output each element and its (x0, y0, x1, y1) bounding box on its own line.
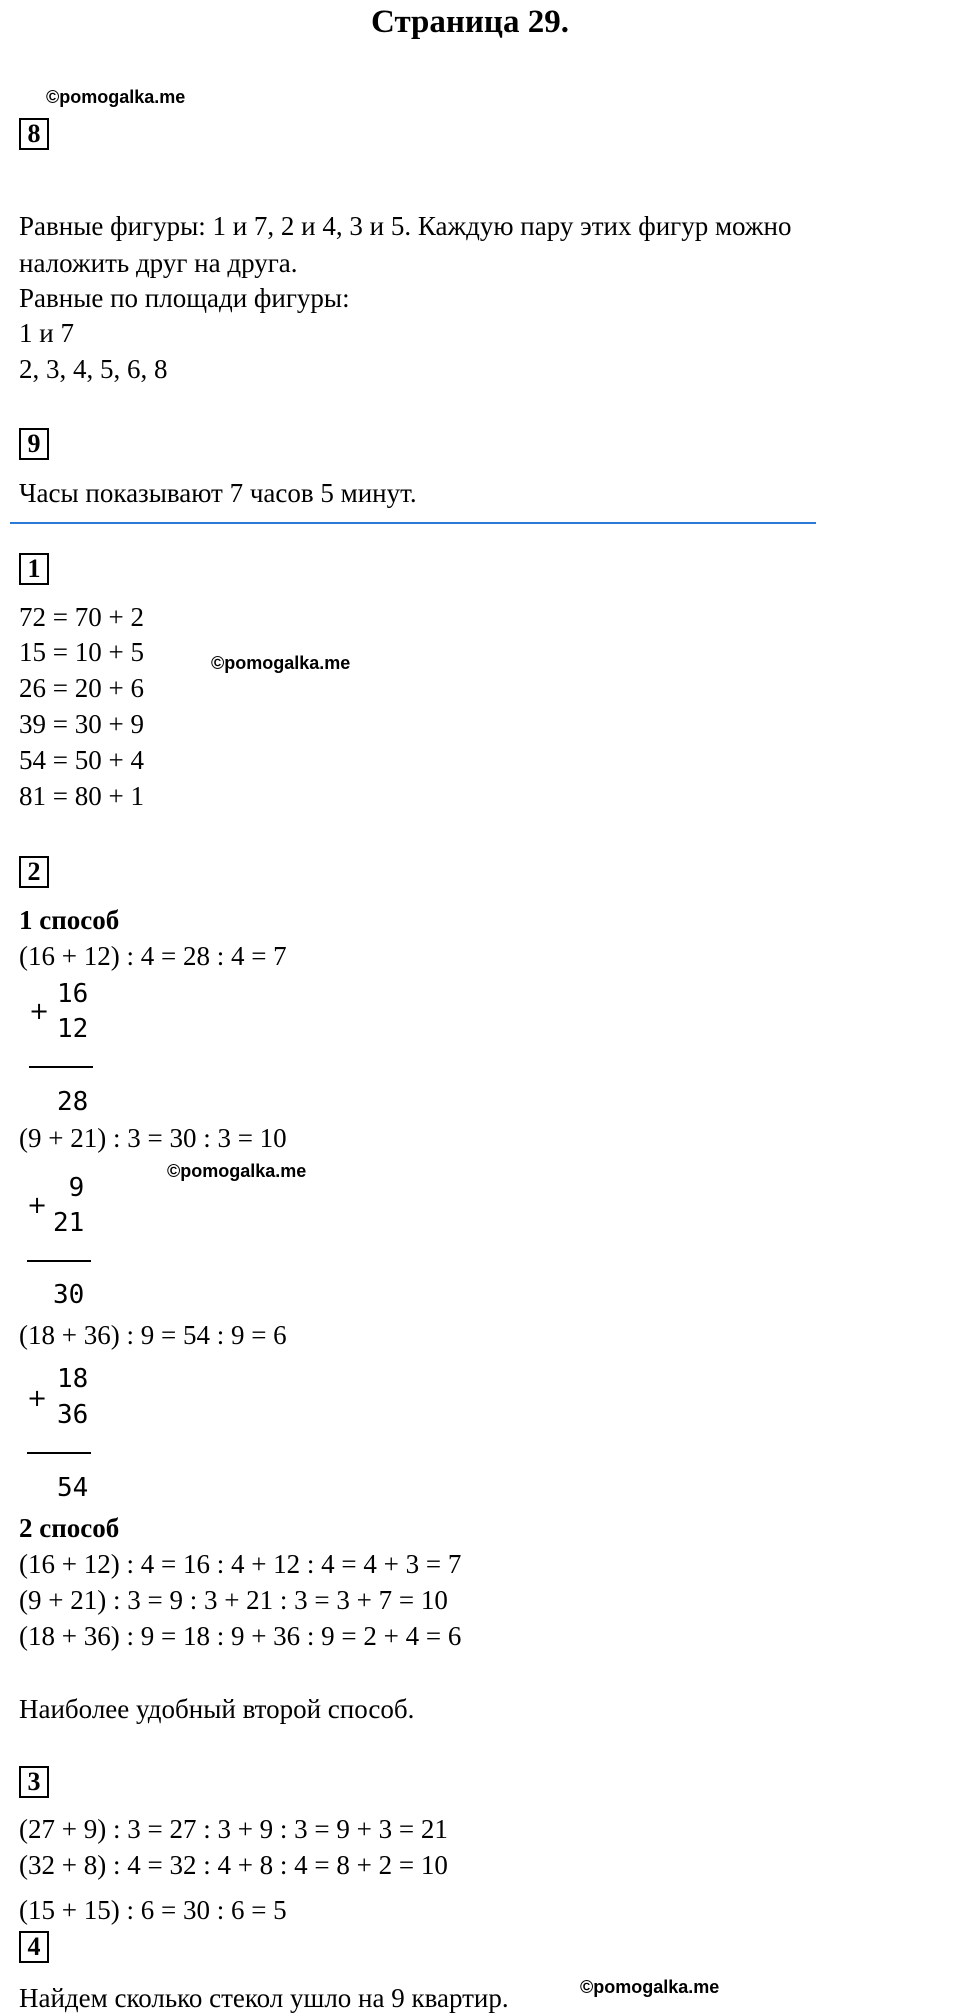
task-2-method-2-line: (16 + 12) : 4 = 16 : 4 + 12 : 4 = 4 + 3 = 7 (19, 1549, 462, 1579)
task-8-line: наложить друг на друга. (19, 248, 298, 278)
plus-sign: + (27, 1384, 48, 1412)
watermark: ©pomogalka.me (167, 1161, 307, 1181)
task-4-number: 4 (19, 1931, 49, 1963)
sum-line (27, 1260, 91, 1262)
watermark: ©pomogalka.me (211, 653, 351, 673)
task-9-number: 9 (19, 428, 49, 460)
task-3-line: (32 + 8) : 4 = 32 : 4 + 8 : 4 = 8 + 2 = 10 (19, 1850, 448, 1880)
task-3-line: (27 + 9) : 3 = 27 : 3 + 9 : 3 = 9 + 3 = 21 (19, 1814, 448, 1844)
addend: 18 (57, 1364, 89, 1394)
sum: 28 (57, 1087, 89, 1117)
task-2-expression: (9 + 21) : 3 = 30 : 3 = 10 (19, 1123, 287, 1153)
task-3-line: (15 + 15) : 6 = 30 : 6 = 5 (19, 1895, 287, 1925)
addend: 12 (57, 1014, 89, 1044)
task-1-number: 1 (19, 553, 49, 585)
watermark: ©pomogalka.me (580, 1977, 720, 1997)
task-1-line: 15 = 10 + 5 (19, 637, 144, 667)
task-8-line: Равные фигуры: 1 и 7, 2 и 4, 3 и 5. Каждую пару этих фигур можно (19, 211, 792, 241)
task-8-line: 2, 3, 4, 5, 6, 8 (19, 354, 168, 384)
sum-line (29, 1066, 93, 1068)
task-2-method-2-line: (18 + 36) : 9 = 18 : 9 + 36 : 9 = 2 + 4 = 6 (19, 1621, 462, 1651)
sum: 54 (57, 1473, 89, 1503)
sum: 30 (53, 1280, 85, 1310)
task-8-number: 8 (19, 118, 49, 150)
task-2-conclusion: Наиболее удобный второй способ. (19, 1694, 415, 1724)
task-9-text: Часы показывают 7 часов 5 минут. (19, 478, 417, 508)
task-1-line: 81 = 80 + 1 (19, 781, 144, 811)
task-1-line: 54 = 50 + 4 (19, 745, 144, 775)
plus-sign: + (29, 997, 50, 1025)
task-2-method-1-label: 1 способ (19, 905, 120, 935)
task-8-line: 1 и 7 (19, 318, 74, 348)
addend: 16 (57, 979, 89, 1009)
task-4-text: Найдем сколько стекол ушло на 9 квартир. (19, 1983, 509, 2013)
task-1-line: 72 = 70 + 2 (19, 602, 144, 632)
plus-sign: + (27, 1191, 48, 1219)
task-2-number: 2 (19, 856, 49, 888)
task-2-method-2-label: 2 способ (19, 1513, 120, 1543)
watermark: ©pomogalka.me (46, 87, 186, 107)
task-2-expression: (16 + 12) : 4 = 28 : 4 = 7 (19, 941, 287, 971)
task-8-line: Равные по площади фигуры: (19, 283, 350, 313)
addend: 36 (57, 1400, 89, 1430)
task-3-number: 3 (19, 1766, 49, 1798)
addend: 9 (53, 1173, 85, 1203)
task-2-method-2-line: (9 + 21) : 3 = 9 : 3 + 21 : 3 = 3 + 7 = 10 (19, 1585, 448, 1615)
task-1-line: 39 = 30 + 9 (19, 709, 144, 739)
page-title: Страница 29. (371, 4, 569, 40)
task-1-line: 26 = 20 + 6 (19, 673, 144, 703)
section-separator (10, 522, 816, 524)
task-2-expression: (18 + 36) : 9 = 54 : 9 = 6 (19, 1320, 287, 1350)
sum-line (27, 1452, 91, 1454)
addend: 21 (53, 1208, 85, 1238)
